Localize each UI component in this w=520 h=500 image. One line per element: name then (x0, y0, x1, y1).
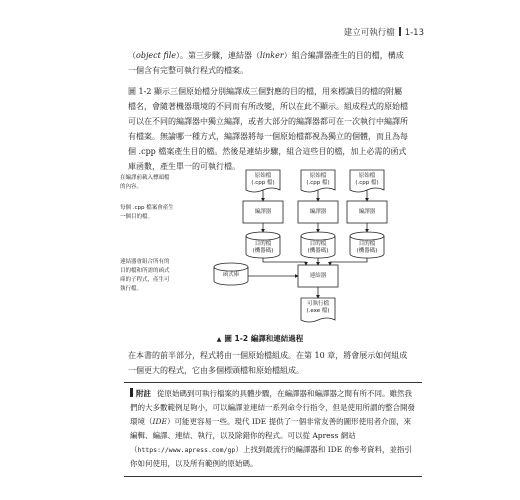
note-object-per-cpp: 每個 .cpp 檔案會產生 一個目的檔。 (120, 205, 174, 220)
compiler-2: 編譯器 (309, 209, 327, 215)
note-box: 附註 從原始碼到可執行檔案的具體步驟，在編譯器和編譯器之間有所不同。雖然我們的大多數範例足夠小，可以編譯並連結一系列命令行指令，但是使用所謂的整合開發環境（IDE）可能更容易一些。現代 IDE 提供了一個非常友善的圖形使用者介面，來編輯、編譯、連結、執行，以及除錯你的程式。可以從 Apress 網站（https://www.apress.com/gp）上找到最流行的編譯器和 IDE 的參考資料，並指引你如何使用，以及所有範例的原始碼。 (124, 382, 422, 477)
term-linker: linker (260, 51, 284, 60)
compile-link-diagram (118, 168, 408, 336)
object-file-1: 目的檔 (機器碼) (252, 241, 274, 254)
compiler-1: 編譯器 (254, 209, 272, 215)
page-number: 1-13 (404, 28, 424, 38)
term-ide: IDE (152, 417, 167, 426)
object-file-3: 目的檔 (機器碼) (356, 241, 378, 254)
figure-caption: ▲ 圖 1-2 編譯和連結過程 (216, 334, 304, 343)
linker-node: 連結器 (309, 273, 327, 279)
apress-url: https://www.apress.com/gp (137, 446, 236, 454)
note-marker-icon (130, 388, 133, 397)
header-divider (399, 27, 401, 36)
source-file-2: 原始檔 (.cpp 檔) (306, 173, 330, 186)
chapter-title: 建立可執行檔 (343, 28, 395, 38)
library-node: 函式庫 (222, 272, 240, 278)
source-file-3: 原始檔 (.cpp 檔) (355, 173, 379, 186)
caption-marker-icon: ▲ (216, 336, 222, 343)
paragraph-2: 圖 1-2 顯示三個原始檔分別編譯成三個對應的目的檔，用來標識目的檔的附屬檔名，會隨著機器環境的不同而有所改變，所以在此不顯示。組成程式的原始檔可以在不同的編譯器中獨立編譯，或者大部分的編譯器都可在一次執行中編譯所有檔案。無論哪一種方式，編譯器將每一個原始檔都視為獨立的個體，而且為每個 .cpp 檔案產生目的檔。然後是連結步驟，組合這些目的檔，加上必需的函式庫函數，產生單一的可執行檔。 (128, 87, 408, 171)
paragraph-3: 在本書的前半部分，程式將由一個原始檔組成。在第 10 章，將會展示如何組成一個更大的程式，它由多個標頭檔和原始檔組成。 (128, 351, 408, 375)
executable-node: 可執行檔 (.exe 檔) (306, 301, 330, 314)
note-linker-combine: 連結器會組合所有的 目的檔和所需的函式 庫的子程式，產生可 執行檔。 (120, 259, 170, 292)
note-tag: 附註 (136, 389, 151, 398)
object-file-2: 目的檔 (機器碼) (307, 241, 329, 254)
paragraph-1: （object file）。第三步驟，連結器（linker）組合編譯器產生的目的檔，構成一個含有完整可執行程式的檔案。 (128, 51, 404, 75)
compiler-3: 編譯器 (358, 209, 376, 215)
source-file-1: 原始檔 (.cpp 檔) (251, 173, 275, 186)
running-header (344, 26, 424, 38)
note-header-load: 在編譯前載入標頭檔 的內容。 (120, 175, 170, 190)
term-object-file: object file (136, 51, 177, 60)
body-text-top (128, 48, 408, 174)
